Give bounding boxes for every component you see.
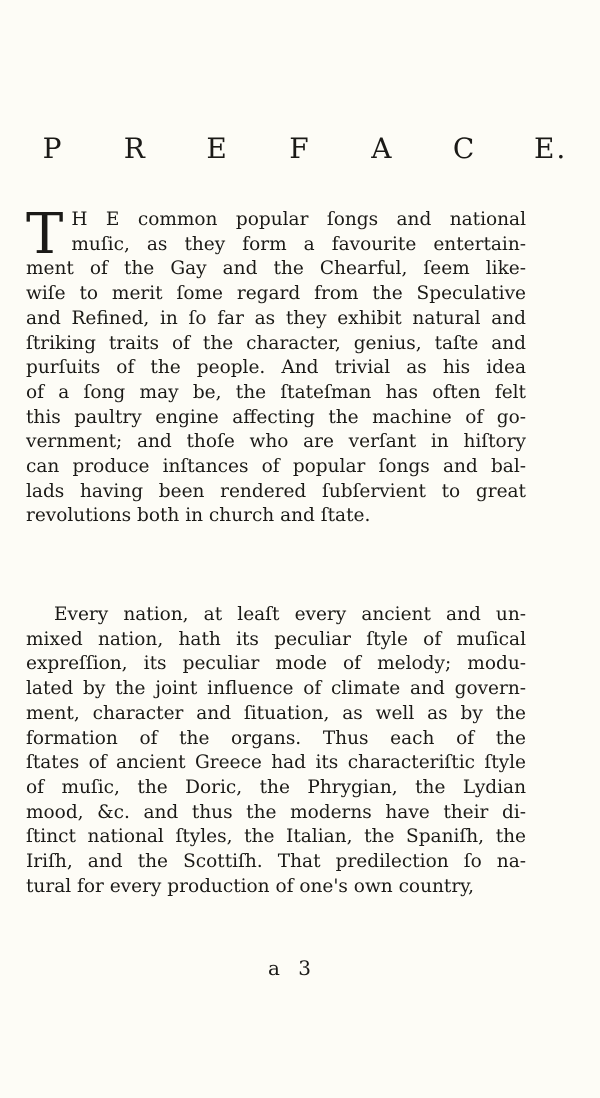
- heading-letter: F: [289, 132, 311, 165]
- heading-letter: C: [452, 132, 477, 165]
- text-line: of muſic, the Doric, the Phrygian, the Lydian: [26, 776, 526, 798]
- text-line: lated by the joint influence of climate and govern-: [26, 678, 526, 700]
- text-line: this paultry engine affecting the machine of go-: [26, 406, 526, 428]
- paragraph-2: [26, 603, 526, 899]
- text-line: vernment; and thoſe who are verſant in hiſtory: [26, 431, 526, 453]
- text-line: ment, character and ſituation, as well as by the: [26, 702, 526, 724]
- text-line: Iriſh, and the Scottiſh. That predilection ſo na-: [26, 851, 526, 873]
- heading-letter: A: [371, 132, 394, 165]
- text-line: wiſe to merit ſome regard from the Speculative: [26, 283, 526, 305]
- heading-letter: R: [123, 132, 147, 165]
- signature-mark: a 3: [268, 956, 318, 980]
- heading-letter: E: [206, 132, 229, 165]
- text-line: mixed nation, hath its peculiar ſtyle of muſical: [26, 628, 526, 650]
- text-line: expreſſion, its peculiar mode of melody; modu-: [26, 653, 526, 675]
- text-line: formation of the organs. Thus each of the: [26, 727, 526, 749]
- text-line: of a ſong may be, the ſtateſman has often felt: [26, 381, 526, 403]
- text-line: muſic, as they form a favourite entertain-: [71, 233, 526, 255]
- paragraph-1: [26, 202, 526, 529]
- text-line: ment of the Gay and the Chearful, ſeem like-: [26, 258, 526, 280]
- text-line: lads having been rendered ſubſervient to great: [26, 480, 526, 502]
- preface-heading: [40, 132, 568, 165]
- text-line: Every nation, at leaſt every ancient and un-: [54, 604, 526, 625]
- text-line: ſtinct national ſtyles, the Italian, the Spaniſh, the: [26, 826, 526, 848]
- text-line: can produce inſtances of popular ſongs and bal-: [26, 456, 526, 478]
- heading-letter: P: [42, 132, 64, 165]
- text-line: ſtates of ancient Greece had its characteriſtic ſtyle: [26, 752, 526, 774]
- text-line: and Refined, in ſo far as they exhibit natural and: [26, 307, 526, 329]
- text-line: purſuits of the people. And trivial as his idea: [26, 357, 526, 379]
- text-line: ſtriking traits of the character, genius, taſte and: [26, 332, 526, 354]
- text-line: H E common popular ſongs and national: [71, 209, 526, 230]
- text-line: tural for every production of one's own country,: [26, 875, 475, 897]
- heading-letter: E.: [533, 132, 568, 165]
- text-line: revolutions both in church and ſtate.: [26, 505, 371, 527]
- drop-cap: T: [26, 202, 64, 267]
- text-line: mood, &c. and thus the moderns have their di-: [26, 801, 526, 823]
